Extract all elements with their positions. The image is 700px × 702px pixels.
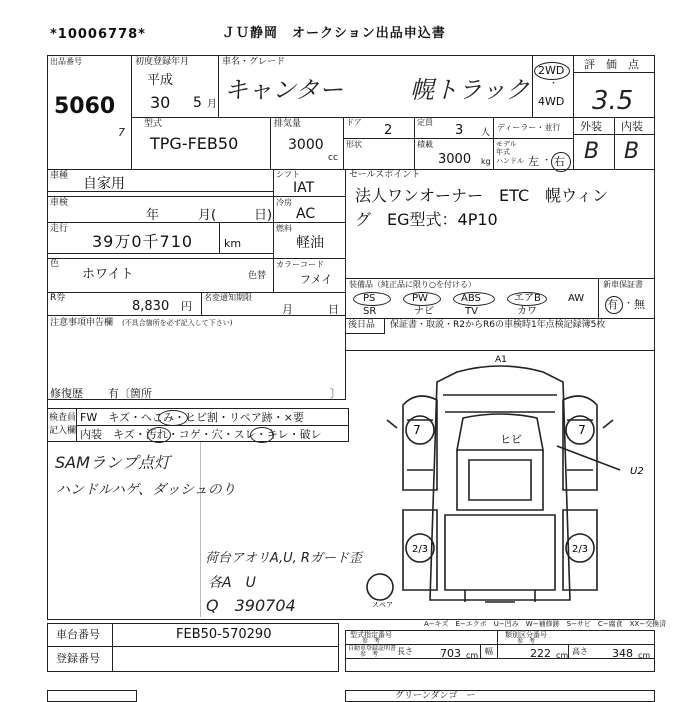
usage-label: 車種 [50,171,69,181]
tire-front-left: 7 [413,423,421,437]
width-unit: cm [556,651,569,660]
documents-value: 保証書・取説・R2からR6の車検時1年点検記録簿5枚 [390,320,606,330]
spare-label: スペア [372,601,393,609]
sales-point-label: セールスポイント [349,170,421,180]
width-label: 幅 [485,647,493,656]
interior-label: 内装 [621,120,643,133]
width-value: 222 [530,647,551,660]
handwritten-note-2: ハンドルハゲ、ダッシュのり [56,482,236,498]
notes-label: 注意事項申告欄 [50,318,114,328]
recycle-unit: 円 [181,300,192,313]
equip-airbag: エアB [514,293,541,304]
sales-point-line-2: グ EG型式：4P10 [355,210,498,229]
fuel-value: 軽油 [296,235,324,251]
color-code-value: フメイ [300,273,333,286]
equip-kawa: カワ [517,306,537,317]
car-name: キャンター [224,76,344,104]
capacity-unit: 人 [481,128,491,138]
height-unit: cm [638,651,651,660]
fuel-label: 燃料 [276,224,292,233]
warranty-dot: ・ [624,299,634,309]
serial-number: *10006778* [50,27,146,42]
exterior-label: 外装 [580,120,602,133]
proof-sub: 参 考 [360,651,379,658]
displacement-value: 3000 [288,137,324,153]
tire-rear-left: 2/3 [411,544,429,555]
repair-value: 有〔箇所 [108,387,152,400]
shift-label: シフト [276,170,300,179]
repair-close: 〕 [330,387,341,400]
diagram-label-a1: A1 [495,355,507,365]
documents-label: 後日品 [348,320,376,330]
load-value: 3000 [438,152,472,167]
ac-label: 冷房 [276,198,292,207]
length-unit: cm [466,651,479,660]
length-label: 長さ [397,647,413,656]
recycle-value: 8,830 [132,299,170,314]
category-sub: 参 考 [517,638,536,645]
doors-value: 2 [384,123,393,138]
dealer-label: ディーラー・並行 [497,123,561,132]
inspection-day-unit: 日) [254,208,273,223]
mileage-value: 39万0千710 [92,232,194,251]
diagram-note-3: Q 390704 [206,596,296,615]
car-grade: 幌トラック [410,76,530,104]
shift-value: IAT [293,180,315,196]
recycle-label: R券 [50,293,66,303]
inspection-label: 車検 [50,198,69,208]
ac-value: AC [296,206,316,222]
color-label: 色 [50,259,60,269]
lot-number: 5060 [54,94,116,119]
circle-mark [250,427,274,443]
circle-mark [158,410,188,426]
lot-mark: 7 [118,126,125,139]
registration-month-unit: 月 [207,99,217,110]
equip-pw: PW [412,293,428,304]
registration-month: 5 [193,95,202,111]
equip-ps: PS [363,293,376,304]
vehicle-outline [430,366,570,600]
left-door [403,396,437,490]
exterior-grade: B [584,139,600,164]
doors-label: ドア [346,118,362,127]
registration-era: 平成 [147,73,174,88]
spare-tire-icon [367,574,393,600]
two-wd: 2WD [538,64,565,77]
vehicle-diagram [345,350,655,620]
capacity-value: 3 [455,123,464,138]
bottom-strip-text: グリーンダンゴ ー [395,691,476,701]
owner-change-month: 月 [282,303,293,316]
diagram-note-2: 各A U [208,575,256,591]
evaluation-label: 評 価 点 [584,58,639,71]
cab-roof [469,460,531,500]
inspector-label-2: 記入欄 [49,426,77,436]
warranty-yes: 有 [607,298,618,311]
diagram-note-1: 荷台アオリA,U, Rガード歪 [205,551,362,566]
color-code-label: カラーコード [276,260,324,269]
drive-dot: ・ [549,79,559,89]
mileage-unit: km [224,237,242,250]
right-door [563,396,597,490]
handwritten-note-1: SAMランプ点灯 [55,453,170,472]
inspector-label-1: 検査員 [49,413,77,423]
equip-navi: ナビ [414,306,434,317]
model-year-label: モデル年式 [496,140,517,156]
height-value: 348 [612,647,633,660]
interior-grade: B [624,139,640,164]
equip-tv: TV [465,306,478,317]
model-label: 型式 [144,119,163,129]
car-name-label: 車名・グレード [222,57,286,67]
chassis-value: FEB50-570290 [176,627,272,642]
type-spec-label: 型式指定番号 [350,631,392,639]
handle-left: 左 [528,155,539,168]
inspection-year-unit: 年 [146,208,160,223]
load-label: 積載 [417,140,433,149]
tire-front-right: 7 [578,423,586,437]
owner-change-day: 日 [328,303,339,316]
usage-value: 自家用 [83,176,125,192]
registration-year: 30 [150,93,171,112]
height-label: 高さ [572,647,588,656]
shape-label: 形状 [346,140,362,149]
owner-change-label: 名変通知期限 [204,293,252,302]
warranty-label: 新車保証書 [603,280,643,289]
diagram-label-u2: U2 [630,466,644,477]
equip-sr: SR [363,306,377,317]
equip-abs: ABS [461,293,481,304]
damage-legend: A−キズ E−エクボ U−凹み W−補修跡 S−サビ C−腐食 XX−交換済 [424,620,667,628]
four-wd: 4WD [538,95,565,108]
handle-dot: ・ [542,156,552,166]
handle-right: 右 [554,155,565,168]
cargo-bed [445,515,555,590]
category-label: 類別区分番号 [505,631,547,639]
diagram-label-crack: ヒビ [500,433,522,446]
inspection-month-unit: 月( [198,208,217,223]
displacement-unit: cc [328,153,338,163]
notes-sub: (不具合箇所を必ず記入して下さい) [122,319,233,327]
chassis-label: 車台番号 [56,628,100,641]
handle-label: ハンドル [496,157,524,165]
equipment-label: 装備品（純正品に限り○を付ける） [349,280,476,289]
load-unit: kg [481,157,491,166]
evaluation-score: 3.5 [592,86,634,116]
form-title: ＪＵ静岡 オークション出品申込書 [222,26,446,41]
warranty-no: 無 [634,298,645,311]
displacement-label: 排気量 [274,119,302,129]
capacity-label: 定員 [417,118,433,127]
mileage-label: 走行 [50,224,69,234]
lot-label: 出品番号 [50,57,82,66]
type-spec-sub: 参 考 [362,638,381,645]
tire-rear-right: 2/3 [571,544,589,555]
circle-mark [147,427,171,443]
repair-label: 修復歴 [50,387,83,400]
equip-aw: AW [568,293,585,304]
sales-point-line-1: 法人ワンオーナー ETC 幌ウィン [355,186,609,205]
registration-label: 初度登録年月 [135,57,190,67]
length-value: 703 [440,647,461,660]
color-change-label: 色替 [248,271,267,281]
inspector-row-1: FW キズ・へこみ・ヒビ割・リペア跡・×要 [80,411,304,424]
registration-no-label: 登録番号 [56,652,100,665]
inspector-row-2: 内装 キズ・汚れ・コゲ・穴・スレ・キレ・破レ [80,428,322,441]
proof-label: 自動車登録証明書 [348,645,397,652]
color-value: ホワイト [82,267,134,282]
model-value: TPG-FEB50 [150,134,239,153]
